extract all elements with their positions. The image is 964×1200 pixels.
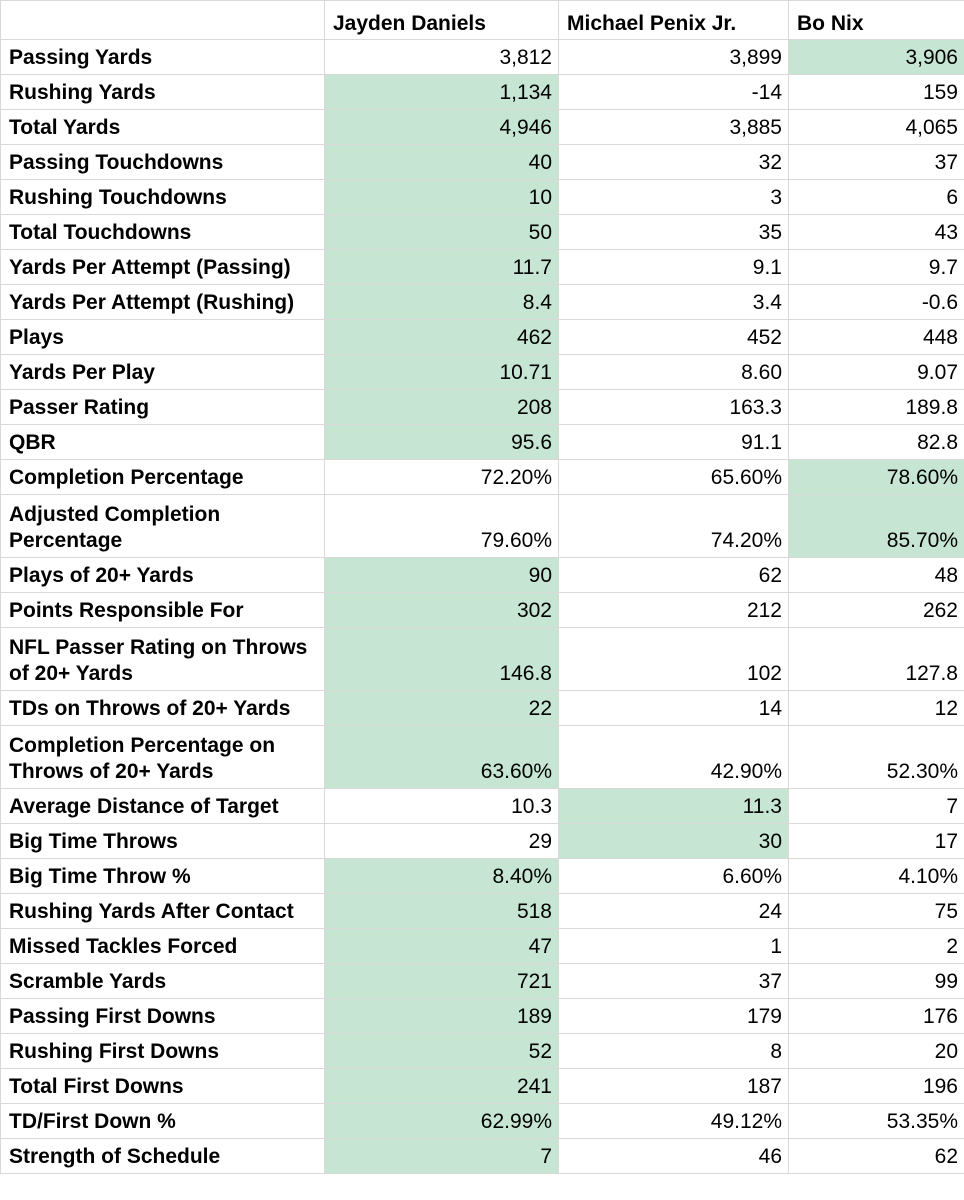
value-jayden-daniels[interactable]: 63.60% (325, 726, 559, 789)
value-bo-nix[interactable]: 4.10% (789, 859, 964, 894)
value-michael-penix-jr[interactable]: 11.3 (559, 789, 789, 824)
value-jayden-daniels[interactable]: 3,812 (325, 40, 559, 75)
table-row (1, 1069, 964, 1104)
value-michael-penix-jr[interactable]: 9.1 (559, 250, 789, 285)
value-jayden-daniels[interactable]: 50 (325, 215, 559, 250)
value-jayden-daniels[interactable]: 8.40% (325, 859, 559, 894)
header-jayden-daniels[interactable]: Jayden Daniels (325, 1, 559, 40)
table-body (1, 40, 964, 1174)
value-michael-penix-jr[interactable]: 102 (559, 628, 789, 691)
value-michael-penix-jr[interactable]: 42.90% (559, 726, 789, 789)
value-michael-penix-jr[interactable]: -14 (559, 75, 789, 110)
row-label[interactable]: Yards Per Play (1, 355, 325, 390)
row-label[interactable]: Big Time Throws (1, 824, 325, 859)
value-michael-penix-jr[interactable]: 74.20% (559, 495, 789, 558)
value-jayden-daniels[interactable]: 208 (325, 390, 559, 425)
row-label[interactable]: Rushing First Downs (1, 1034, 325, 1069)
value-bo-nix[interactable]: 85.70% (789, 495, 964, 558)
value-jayden-daniels[interactable]: 1,134 (325, 75, 559, 110)
row-label[interactable]: Rushing Touchdowns (1, 180, 325, 215)
value-michael-penix-jr[interactable]: 3 (559, 180, 789, 215)
table-row (1, 964, 964, 999)
value-jayden-daniels[interactable]: 146.8 (325, 628, 559, 691)
value-michael-penix-jr[interactable]: 6.60% (559, 859, 789, 894)
table-row (1, 691, 964, 726)
value-bo-nix[interactable]: 159 (789, 75, 964, 110)
row-label[interactable]: Total Yards (1, 110, 325, 145)
value-michael-penix-jr[interactable]: 30 (559, 824, 789, 859)
value-jayden-daniels[interactable]: 721 (325, 964, 559, 999)
table-row (1, 558, 964, 593)
row-label[interactable]: Points Responsible For (1, 593, 325, 628)
value-bo-nix[interactable]: -0.6 (789, 285, 964, 320)
value-michael-penix-jr[interactable]: 62 (559, 558, 789, 593)
table-row (1, 180, 964, 215)
value-michael-penix-jr[interactable]: 8 (559, 1034, 789, 1069)
table-row (1, 75, 964, 110)
table-row (1, 1034, 964, 1069)
value-bo-nix[interactable]: 82.8 (789, 425, 964, 460)
row-label[interactable]: Missed Tackles Forced (1, 929, 325, 964)
value-michael-penix-jr[interactable]: 1 (559, 929, 789, 964)
value-michael-penix-jr[interactable]: 35 (559, 215, 789, 250)
value-bo-nix[interactable]: 127.8 (789, 628, 964, 691)
value-bo-nix[interactable]: 99 (789, 964, 964, 999)
value-bo-nix[interactable]: 176 (789, 999, 964, 1034)
value-michael-penix-jr[interactable]: 37 (559, 964, 789, 999)
value-bo-nix[interactable]: 53.35% (789, 1104, 964, 1139)
value-bo-nix[interactable]: 20 (789, 1034, 964, 1069)
value-michael-penix-jr[interactable]: 179 (559, 999, 789, 1034)
table-row (1, 628, 964, 691)
row-label[interactable]: Plays of 20+ Yards (1, 558, 325, 593)
header-bo-nix[interactable]: Bo Nix (789, 1, 964, 40)
value-jayden-daniels[interactable]: 462 (325, 320, 559, 355)
row-label[interactable]: Passer Rating (1, 390, 325, 425)
table-row (1, 789, 964, 824)
value-michael-penix-jr[interactable]: 49.12% (559, 1104, 789, 1139)
table-row (1, 390, 964, 425)
value-bo-nix[interactable]: 7 (789, 789, 964, 824)
value-jayden-daniels[interactable]: 40 (325, 145, 559, 180)
value-bo-nix[interactable]: 43 (789, 215, 964, 250)
value-jayden-daniels[interactable]: 11.7 (325, 250, 559, 285)
value-jayden-daniels[interactable]: 72.20% (325, 460, 559, 495)
header-row (1, 1, 964, 40)
value-michael-penix-jr[interactable]: 24 (559, 894, 789, 929)
table-row (1, 859, 964, 894)
table-row (1, 593, 964, 628)
value-jayden-daniels[interactable]: 29 (325, 824, 559, 859)
table-row (1, 495, 964, 558)
value-michael-penix-jr[interactable]: 3.4 (559, 285, 789, 320)
row-label[interactable]: Adjusted Completion Percentage (1, 495, 325, 558)
value-bo-nix[interactable]: 17 (789, 824, 964, 859)
table-row (1, 1104, 964, 1139)
value-jayden-daniels[interactable]: 189 (325, 999, 559, 1034)
value-bo-nix[interactable]: 75 (789, 894, 964, 929)
value-bo-nix[interactable]: 78.60% (789, 460, 964, 495)
value-michael-penix-jr[interactable]: 3,885 (559, 110, 789, 145)
value-jayden-daniels[interactable]: 62.99% (325, 1104, 559, 1139)
row-label[interactable]: QBR (1, 425, 325, 460)
value-jayden-daniels[interactable]: 90 (325, 558, 559, 593)
row-label[interactable]: Yards Per Attempt (Rushing) (1, 285, 325, 320)
value-jayden-daniels[interactable]: 95.6 (325, 425, 559, 460)
header-michael-penix-jr[interactable]: Michael Penix Jr. (559, 1, 789, 40)
row-label[interactable]: Rushing Yards After Contact (1, 894, 325, 929)
value-michael-penix-jr[interactable]: 91.1 (559, 425, 789, 460)
value-michael-penix-jr[interactable]: 14 (559, 691, 789, 726)
value-bo-nix[interactable]: 2 (789, 929, 964, 964)
table-row (1, 726, 964, 789)
table-row (1, 110, 964, 145)
row-label[interactable]: Completion Percentage (1, 460, 325, 495)
table-row (1, 355, 964, 390)
row-label[interactable]: Strength of Schedule (1, 1139, 325, 1174)
table-row (1, 894, 964, 929)
value-michael-penix-jr[interactable]: 46 (559, 1139, 789, 1174)
value-michael-penix-jr[interactable]: 212 (559, 593, 789, 628)
value-jayden-daniels[interactable]: 22 (325, 691, 559, 726)
value-jayden-daniels[interactable]: 10.3 (325, 789, 559, 824)
row-label[interactable]: Average Distance of Target (1, 789, 325, 824)
value-jayden-daniels[interactable]: 79.60% (325, 495, 559, 558)
row-label[interactable]: Big Time Throw % (1, 859, 325, 894)
value-bo-nix[interactable]: 12 (789, 691, 964, 726)
value-jayden-daniels[interactable]: 10 (325, 180, 559, 215)
value-bo-nix[interactable]: 3,906 (789, 40, 964, 75)
row-label[interactable]: Completion Percentage on Throws of 20+ Yards (1, 726, 325, 789)
value-bo-nix[interactable]: 448 (789, 320, 964, 355)
value-jayden-daniels[interactable]: 8.4 (325, 285, 559, 320)
value-jayden-daniels[interactable]: 302 (325, 593, 559, 628)
row-label[interactable]: Rushing Yards (1, 75, 325, 110)
value-michael-penix-jr[interactable]: 8.60 (559, 355, 789, 390)
table-row (1, 425, 964, 460)
table-row (1, 285, 964, 320)
row-label[interactable]: TDs on Throws of 20+ Yards (1, 691, 325, 726)
value-jayden-daniels[interactable]: 10.71 (325, 355, 559, 390)
value-bo-nix[interactable]: 262 (789, 593, 964, 628)
row-label[interactable]: Yards Per Attempt (Passing) (1, 250, 325, 285)
row-label[interactable]: Scramble Yards (1, 964, 325, 999)
value-bo-nix[interactable]: 189.8 (789, 390, 964, 425)
value-bo-nix[interactable]: 4,065 (789, 110, 964, 145)
value-jayden-daniels[interactable]: 4,946 (325, 110, 559, 145)
value-jayden-daniels[interactable]: 7 (325, 1139, 559, 1174)
value-jayden-daniels[interactable]: 52 (325, 1034, 559, 1069)
table-row (1, 320, 964, 355)
table-row (1, 824, 964, 859)
row-label[interactable]: NFL Passer Rating on Throws of 20+ Yards (1, 628, 325, 691)
table-row (1, 145, 964, 180)
value-michael-penix-jr[interactable]: 65.60% (559, 460, 789, 495)
value-bo-nix[interactable]: 37 (789, 145, 964, 180)
row-label[interactable]: Passing First Downs (1, 999, 325, 1034)
table-row (1, 215, 964, 250)
value-michael-penix-jr[interactable]: 187 (559, 1069, 789, 1104)
row-label[interactable]: Passing Touchdowns (1, 145, 325, 180)
table-row (1, 1139, 964, 1174)
row-label[interactable]: TD/First Down % (1, 1104, 325, 1139)
value-bo-nix[interactable]: 48 (789, 558, 964, 593)
table-row (1, 929, 964, 964)
row-label[interactable]: Total First Downs (1, 1069, 325, 1104)
value-michael-penix-jr[interactable]: 32 (559, 145, 789, 180)
value-bo-nix[interactable]: 62 (789, 1139, 964, 1174)
value-jayden-daniels[interactable]: 518 (325, 894, 559, 929)
row-label[interactable]: Plays (1, 320, 325, 355)
table-row (1, 999, 964, 1034)
value-michael-penix-jr[interactable]: 3,899 (559, 40, 789, 75)
value-bo-nix[interactable]: 9.07 (789, 355, 964, 390)
value-jayden-daniels[interactable]: 47 (325, 929, 559, 964)
corner-cell[interactable] (1, 1, 325, 40)
row-label[interactable]: Total Touchdowns (1, 215, 325, 250)
value-michael-penix-jr[interactable]: 163.3 (559, 390, 789, 425)
table-row (1, 250, 964, 285)
table-row (1, 460, 964, 495)
value-bo-nix[interactable]: 52.30% (789, 726, 964, 789)
table-row (1, 40, 964, 75)
value-bo-nix[interactable]: 9.7 (789, 250, 964, 285)
value-jayden-daniels[interactable]: 241 (325, 1069, 559, 1104)
value-michael-penix-jr[interactable]: 452 (559, 320, 789, 355)
value-bo-nix[interactable]: 196 (789, 1069, 964, 1104)
value-bo-nix[interactable]: 6 (789, 180, 964, 215)
row-label[interactable]: Passing Yards (1, 40, 325, 75)
